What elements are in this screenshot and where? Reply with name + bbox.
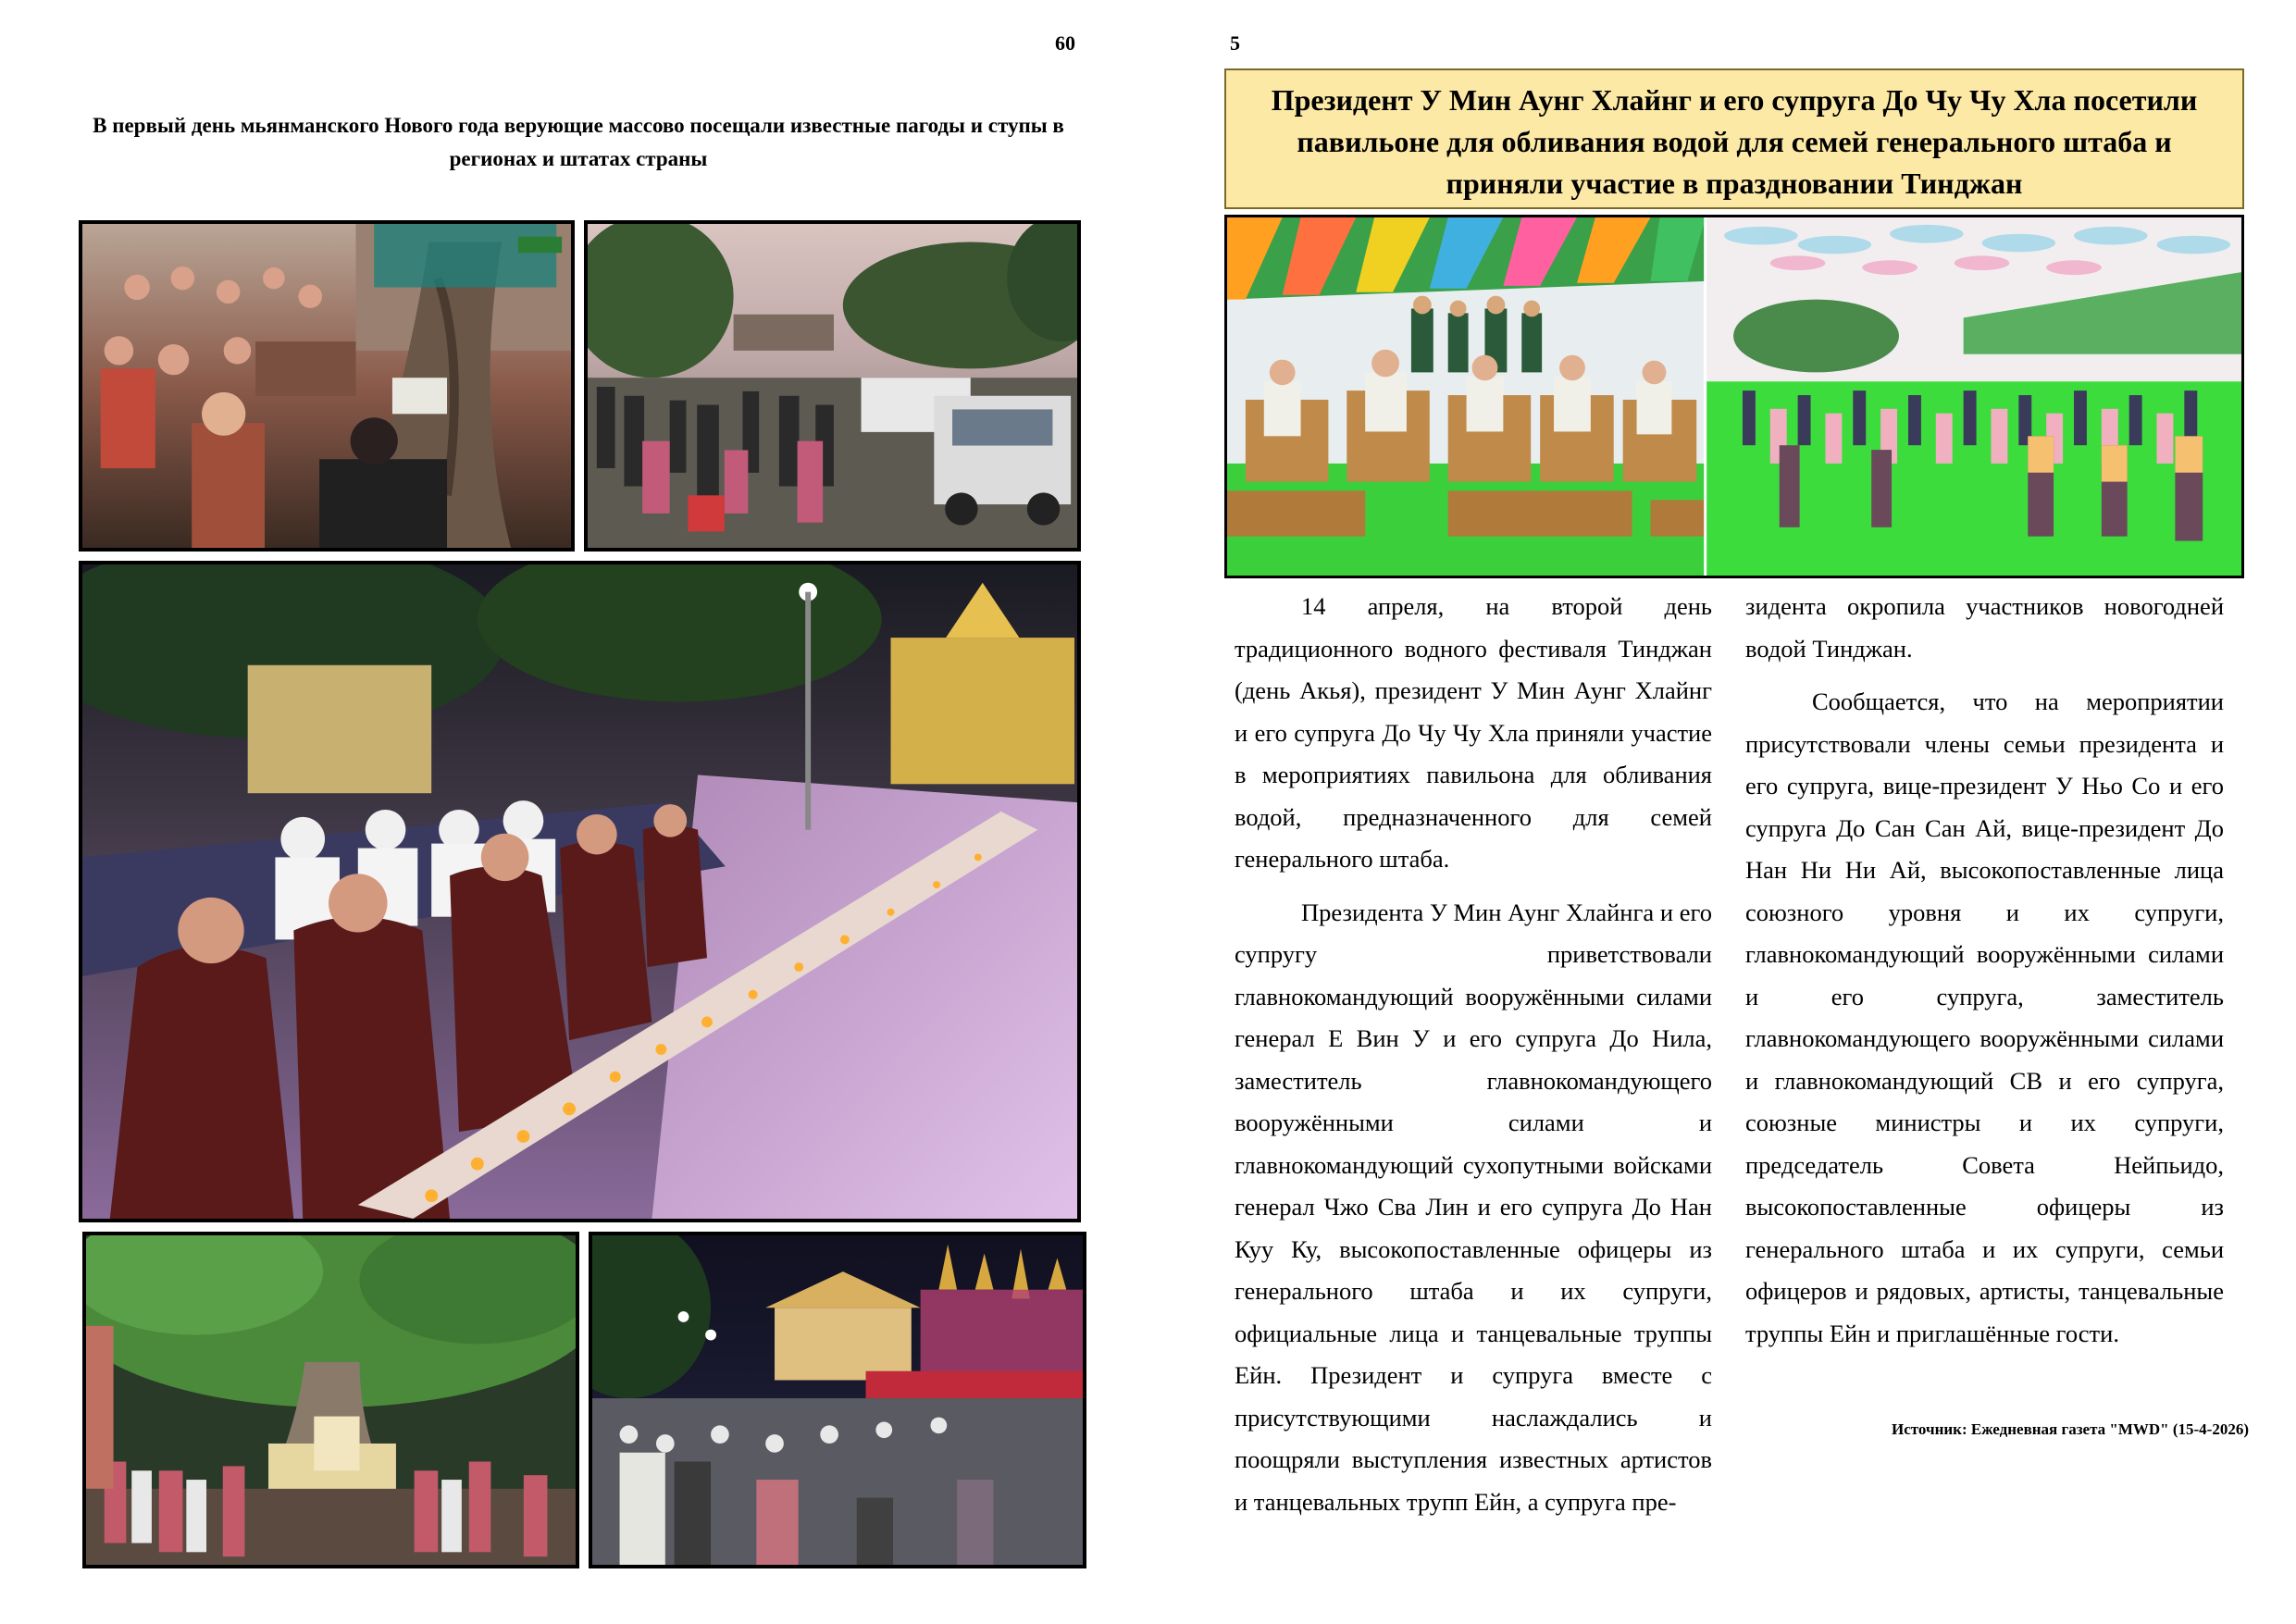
paragraph-1: 14 апреля, на второй день традиционного водного фестиваля Тинджан (день Акья), президент У Мин Аунг Хлайнг и его супруга До Чу Чу Хла приняли участие в мероприятиях павильона для обливания водой, предназначенного для семей генерального штаба.: [1235, 592, 1712, 873]
right-page-number: 5: [1230, 31, 1240, 55]
article-title: Президент У Мин Аунг Хлайнг и его супруга До Чу Чу Хла посетили павильоне для обливания водой для семей генерального штаба и приняли участие в праздновании Тинджан: [1224, 68, 2244, 209]
article-column-2: [1745, 586, 2224, 1366]
paragraph-3: зидента окропила участников новогодней водой Тинджан.: [1745, 592, 2224, 663]
photo-monks-candles: [79, 561, 1081, 1222]
photo-tree-shrine-night: [82, 1232, 579, 1568]
paragraph-2: Президента У Мин Аунг Хлайнга и его супругу приветствовали главнокомандующий вооружёнными силами генерал Е Вин У и его супруга До Нила, заместитель главнокомандующего вооружёнными силами и главнокомандующий сухопутными войсками генерал Чжо Сва Лин и его супруга До Нан Куу Ку, высокопоставленные офицеры из генерального штаба и их супруги, официальные лица и танцевальные труппы Ейн. Президент и супруга вместе с присутствующими наслаждались и поощряли выступления известных артистов и танцевальных трупп Ейн, а супруга пре-: [1235, 898, 1712, 1516]
left-headline: В первый день мьянманского Нового года верующие массово посещали известные пагоды и ступы в регионах и штатах страны: [93, 114, 1064, 170]
photo-pagoda-night-crowd: [589, 1232, 1086, 1568]
photo-officials-dancers: [1224, 215, 2244, 578]
article-column-1: [1235, 586, 1712, 1534]
paragraph-4: Сообщается, что на мероприятии присутствовали члены семьи президента и его супруга, вице-президент У Ньо Со и его супруга До Сан Сан Ай, вице-президент До Нан Ни Ни Ай, высокопоставленные лица союзного уровня и их супруги, главнокомандующий вооружёнными силами и его супруга, заместитель главнокомандующего вооружёнными силами и главнокомандующий СВ и его супруга, союзные министры и их супруги, председатель Совета Нейпьидо, высокопоставленные офицеры из генерального штаба и их супруги, семьи офицеров и рядовых, артисты, танцевальные труппы Ейн и приглашённые гости.: [1745, 688, 2224, 1347]
photo-pagoda-tree-offering: [79, 220, 575, 552]
left-page-number: 60: [1055, 31, 1075, 55]
photo-street-crowd: [584, 220, 1081, 552]
source-credit: Источник: Ежедневная газета "MWD" (15-4-2026): [1892, 1420, 2249, 1438]
